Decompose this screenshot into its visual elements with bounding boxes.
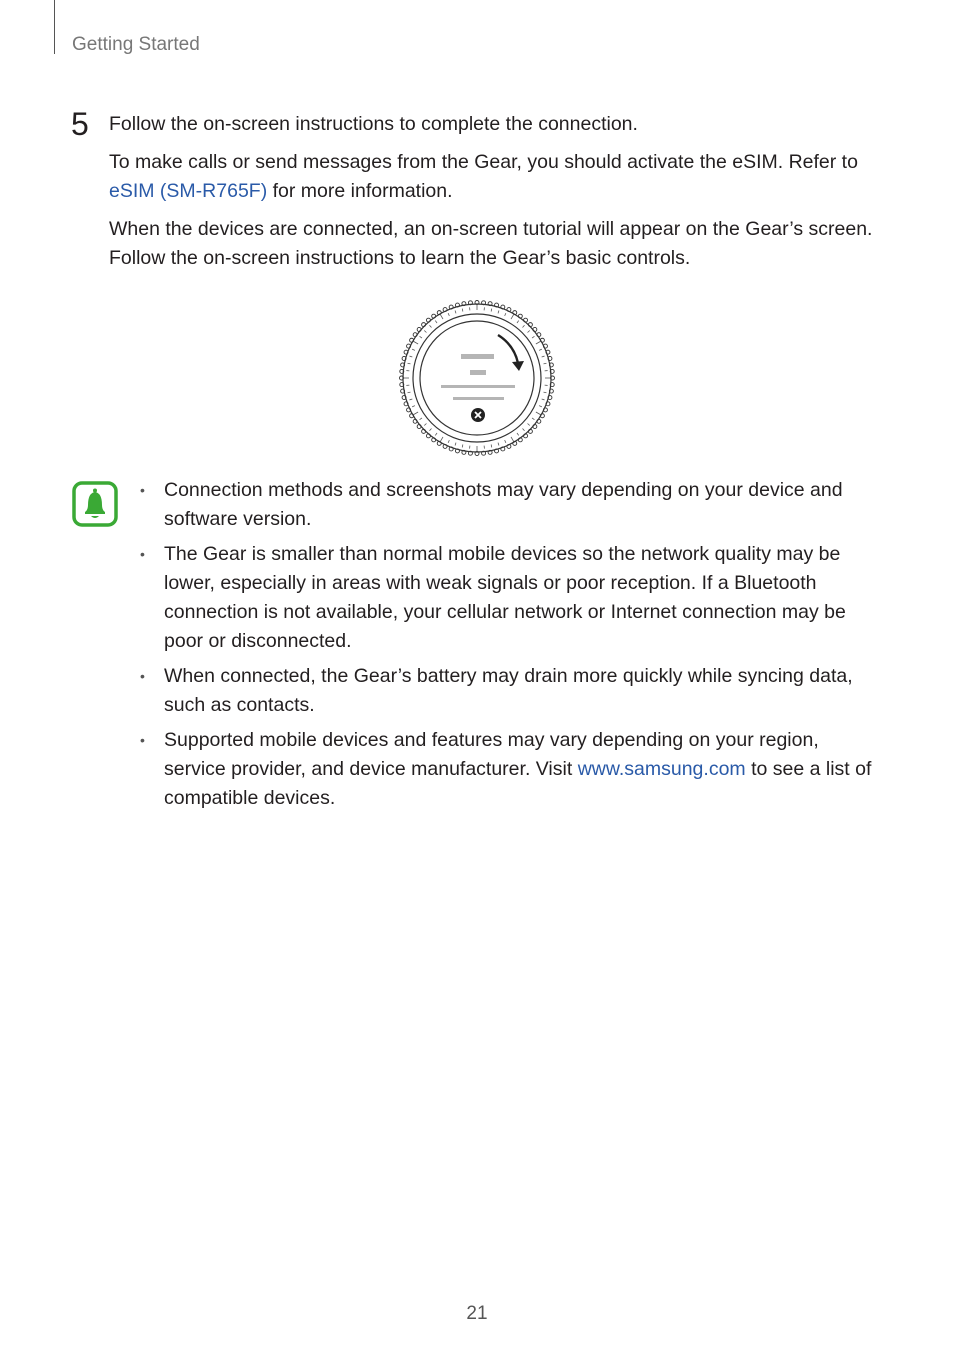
bullet-icon: • xyxy=(140,732,145,748)
note-text-before: Supported mobile devices and features may vary depending on your region, service provider, and device manufacturer. Visit xyxy=(164,729,819,780)
bullet-icon: • xyxy=(140,546,145,562)
esim-link[interactable]: eSIM (SM-R765F) xyxy=(109,180,268,202)
close-icon xyxy=(471,408,485,422)
note-item xyxy=(140,662,880,720)
tutorial-bar xyxy=(441,385,515,388)
page-number: 21 xyxy=(466,1303,488,1324)
gear-watch-illustration xyxy=(398,299,556,457)
header-rule xyxy=(54,0,55,54)
tutorial-bar xyxy=(470,370,486,375)
samsung-link[interactable]: www.samsung.com xyxy=(577,758,746,780)
note-text: When connected, the Gear’s battery may drain more quickly while syncing data, such as contacts. xyxy=(164,665,853,716)
tutorial-bar xyxy=(461,354,494,359)
step-number: 5 xyxy=(71,106,89,142)
notice-bell-icon xyxy=(72,481,118,527)
note-text: Connection methods and screenshots may vary depending on your device and software version. xyxy=(164,479,843,530)
note-text-after: to see a list of compatible devices. xyxy=(164,758,872,809)
esim-text-after: for more information. xyxy=(267,180,453,202)
tutorial-paragraph: When the devices are connected, an on-screen tutorial will appear on the Gear’s screen. Follow the on-screen instructions to learn the Gear’s basic controls. xyxy=(109,218,873,269)
step-instruction: Follow the on-screen instructions to complete the connection. xyxy=(109,113,638,135)
esim-text-before: To make calls or send messages from the Gear, you should activate the eSIM. Refer to xyxy=(109,151,858,173)
note-item xyxy=(140,540,880,656)
notes-list xyxy=(140,476,880,819)
note-item xyxy=(140,476,880,534)
note-text: The Gear is smaller than normal mobile devices so the network quality may be lower, especially in areas with weak signals or poor reception. If a Bluetooth connection is not available, your cellular network or Internet connection may be poor or disconnected. xyxy=(164,543,846,652)
esim-paragraph xyxy=(109,148,889,206)
tutorial-bar xyxy=(453,397,504,400)
bullet-icon: • xyxy=(140,668,145,684)
section-title: Getting Started xyxy=(72,34,200,55)
note-item xyxy=(140,726,880,813)
bullet-icon: • xyxy=(140,482,145,498)
